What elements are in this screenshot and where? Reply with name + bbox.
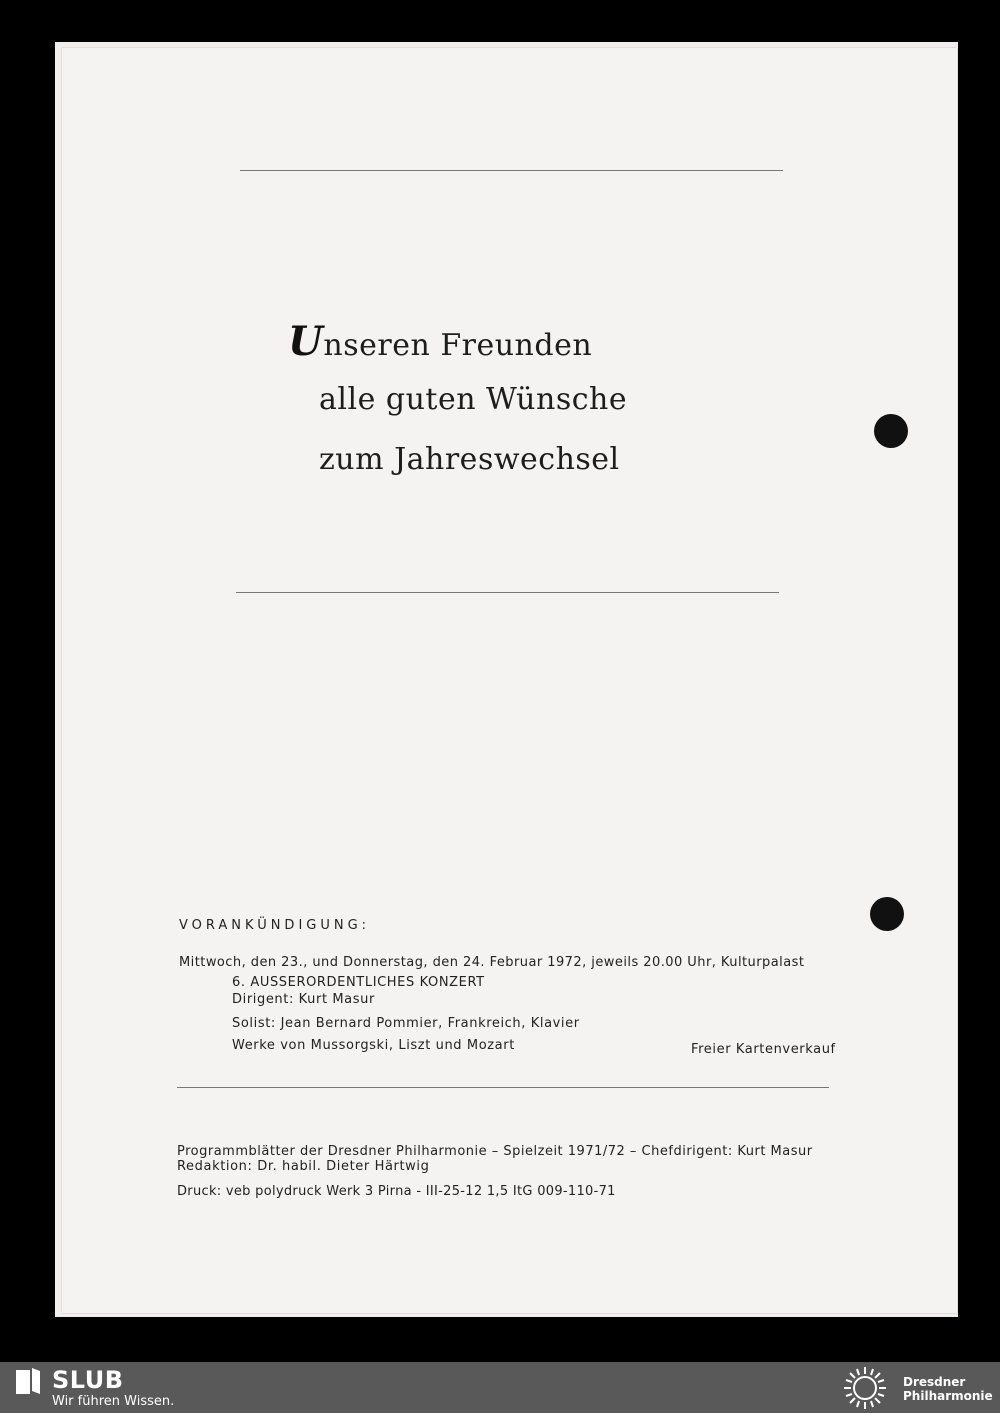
program-page [62,48,957,1313]
library-tagline: Wir führen Wissen. [52,1394,175,1409]
middle-divider [236,592,779,593]
partner-name-line-1: Dresdner [903,1375,966,1389]
greeting-line-1-text: nseren Freunden [323,328,593,363]
greeting-line-2: alle guten Wünsche [319,382,628,417]
partner-name [903,1375,993,1403]
announcement-concert: 6. AUSSERORDENTLICHES KONZERT [232,975,485,990]
punch-hole-lower [870,897,904,931]
imprint-line-3: Druck: veb polydruck Werk 3 Pirna - III-25-12 1,5 ItG 009-110-71 [177,1184,616,1199]
partner-name-line-2: Philharmonie [903,1389,993,1403]
greeting-line-3: zum Jahreswechsel [319,442,620,477]
greeting-line-1 [288,318,592,365]
sunburst-logo-icon[interactable] [840,1365,890,1411]
lower-divider [177,1087,829,1088]
imprint-line-1: Programmblätter der Dresdner Philharmonie – Spielzeit 1971/72 – Chefdirigent: Kurt Masur [177,1144,813,1159]
announcement-date: Mittwoch, den 23., und Donnerstag, den 24. Februar 1972, jeweils 20.00 Uhr, Kulturpalast [179,955,805,970]
greeting-initial: U [288,318,324,365]
announcement-heading: VORANKÜNDIGUNG: [179,918,371,933]
book-icon [14,1366,42,1396]
imprint-line-2: Redaktion: Dr. habil. Dieter Härtwig [177,1159,430,1174]
announcement-tickets: Freier Kartenverkauf [691,1042,836,1057]
library-name[interactable]: SLUB [52,1366,124,1394]
top-divider [240,170,783,171]
announcement-soloist: Solist: Jean Bernard Pommier, Frankreich, Klavier [232,1016,580,1031]
announcement-conductor: Dirigent: Kurt Masur [232,992,375,1007]
punch-hole-upper [874,414,908,448]
footer-bar [0,1362,1000,1413]
announcement-works: Werke von Mussorgski, Liszt und Mozart [232,1038,515,1053]
